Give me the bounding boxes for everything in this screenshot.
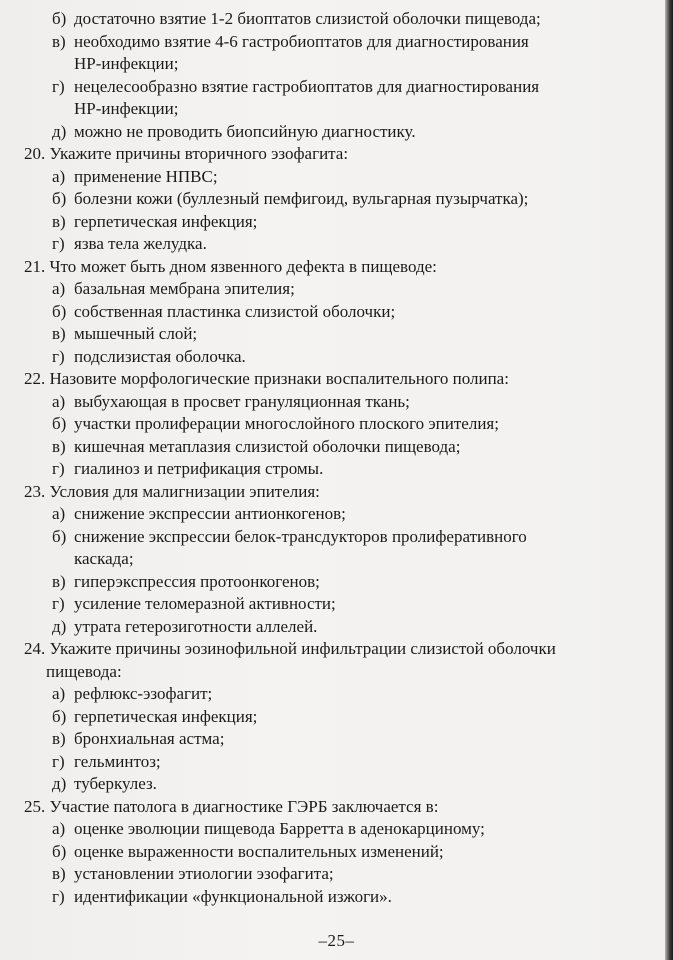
question-22 [24, 368, 652, 481]
question-title: 20. Укажите причины вторичного эзофагита: [24, 144, 349, 163]
option-continuation: каскада; [74, 549, 134, 568]
option-continuation: НР-инфекции; [74, 54, 179, 73]
option-item: д) можно не проводить биопсийную диагностику. [52, 121, 416, 141]
option-item: б) собственная пластинка слизистой оболочки; [52, 301, 396, 321]
question-21 [24, 256, 652, 369]
option-continuation: НР-инфекции; [74, 99, 179, 118]
option-item: б) достаточно взятие 1-2 биоптатов слизистой оболочки пищевода; [52, 9, 541, 28]
option-item: а) базальная мембрана эпителия; [52, 279, 295, 298]
option-item: в) герпетическая инфекция; [52, 211, 258, 231]
option-item: в) необходимо взятие 4-6 гастробиоптатов для диагностирования [52, 31, 529, 51]
option-item: г) усиление теломеразной активности; [52, 594, 336, 613]
question-title: 25. Участие патолога в диагностике ГЭРБ заключается в: [24, 796, 439, 816]
page-content [24, 8, 652, 908]
page-number: –25– [318, 931, 355, 950]
question-23 [24, 481, 652, 639]
option-item: а) оценке эволюции пищевода Барретта в аденокарциному; [52, 819, 485, 838]
option-item: в) бронхиальная астма; [52, 729, 225, 748]
question-25 [24, 796, 652, 909]
question-title-continuation: пищевода: [46, 661, 122, 681]
option-item: в) установлении этиологии эзофагита; [52, 864, 334, 883]
option-item: д) туберкулез. [52, 774, 157, 793]
option-item: б) оценке выраженности воспалительных изменений; [52, 841, 444, 861]
option-item: а) выбухающая в просвет грануляционная ткань; [52, 391, 410, 411]
option-item: г) гиалиноз и петрификация стромы. [52, 459, 324, 478]
option-item: а) рефлюкс-эзофагит; [52, 684, 213, 703]
option-item: б) снижение экспрессии белок-трансдукторов пролиферативного [52, 526, 527, 546]
option-item: г) идентификации «функциональной изжоги». [52, 886, 392, 906]
option-item: б) болезни кожи (буллезный пемфигоид, вульгарная пузырчатка); [52, 189, 529, 208]
option-item: г) нецелесообразно взятие гастробиоптатов для диагностирования [52, 76, 540, 96]
option-item: г) язва тела желудка. [52, 234, 207, 253]
option-item: б) участки пролиферации многослойного плоского эпителия; [52, 414, 499, 433]
question-24 [24, 638, 652, 796]
question-title: 22. Назовите морфологические признаки воспалительного полипа: [24, 369, 509, 388]
question-title: 24. Укажите причины эозинофильной инфильтрации слизистой оболочки [24, 639, 556, 658]
option-item: а) снижение экспрессии антионкогенов; [52, 504, 346, 523]
question-title: 23. Условия для малигнизации эпителия: [24, 481, 320, 501]
option-item: г) подслизистая оболочка. [52, 346, 246, 366]
option-item: б) герпетическая инфекция; [52, 706, 258, 726]
prev-question-continuation [24, 8, 652, 143]
question-title: 21. Что может быть дном язвенного дефекта в пищеводе: [24, 256, 437, 276]
page-edge-shadow [665, 0, 673, 960]
option-item: в) мышечный слой; [52, 324, 198, 343]
option-item: в) кишечная метаплазия слизистой оболочки пищевода; [52, 436, 461, 456]
option-item: а) применение НПВС; [52, 166, 218, 186]
option-item: в) гиперэкспрессия протоонкогенов; [52, 571, 320, 591]
question-20 [24, 143, 652, 256]
option-item: г) гельминтоз; [52, 751, 161, 771]
option-item: д) утрата гетерозиготности аллелей. [52, 616, 318, 636]
